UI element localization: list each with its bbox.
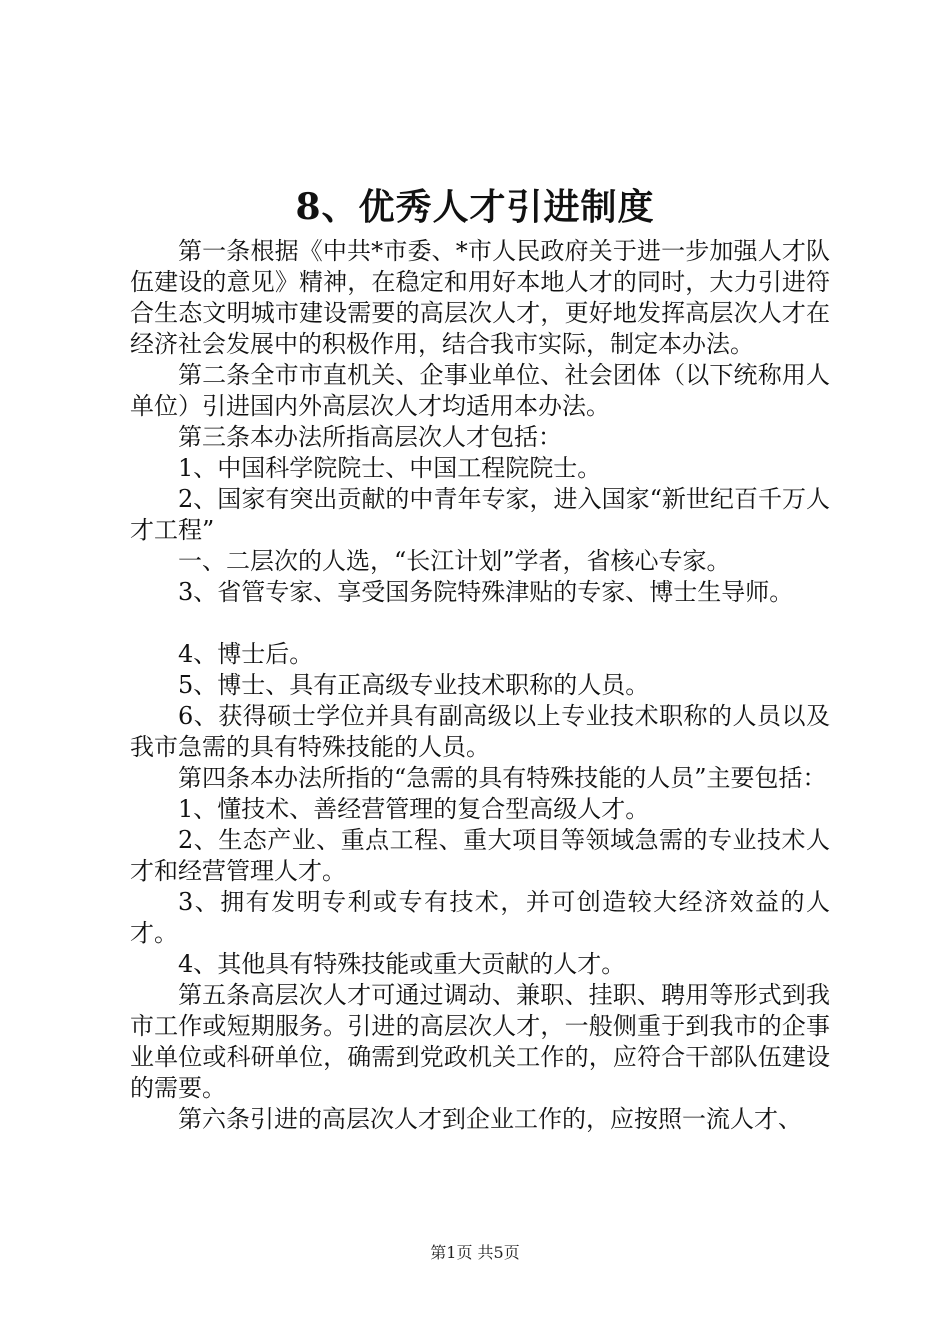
list-item-4-3: 3、拥有发明专利或专有技术，并可创造较大经济效益的人才。 bbox=[130, 888, 830, 947]
paragraph-article-6: 第六条引进的高层次人才到企业工作的，应按照一流人才、 bbox=[178, 1105, 802, 1133]
list-item-4-2: 2、生态产业、重点工程、重大项目等领域急需的专业技术人才和经营管理人才。 bbox=[130, 826, 830, 885]
list-item-3-3: 3、省管专家、享受国务院特殊津贴的专家、博士生导师。 bbox=[178, 578, 794, 606]
list-item-3-2: 2、国家有突出贡献的中青年专家，进入国家“新世纪百千万人才工程” bbox=[130, 485, 830, 544]
blank-line bbox=[130, 608, 830, 639]
page-footer: 第1页 共5页 bbox=[430, 1243, 520, 1262]
list-item-3-1: 1、中国科学院院士、中国工程院院士。 bbox=[178, 454, 602, 482]
list-item-4-1: 1、懂技术、善经营管理的复合型高级人才。 bbox=[178, 795, 650, 823]
paragraph-article-4: 第四条本办法所指的“急需的具有特殊技能的人员”主要包括： bbox=[178, 764, 827, 792]
document-title: 8、优秀人才引进制度 bbox=[295, 186, 655, 228]
paragraph-article-2: 第二条全市市直机关、企事业单位、社会团体（以下统称用人单位）引进国内外高层次人才均适用本办法。 bbox=[130, 361, 830, 420]
paragraph-article-1: 第一条根据《中共*市委、*市人民政府关于进一步加强人才队伍建设的意见》精神，在稳定和用好本地人才的同时，大力引进符合生态文明城市建设需要的高层次人才，更好地发挥高层次人才在经济社会发展中的积极作用，结合我市实际，制定本办法。 bbox=[130, 237, 830, 358]
document-body bbox=[130, 236, 830, 1135]
paragraph-article-5: 第五条高层次人才可通过调动、兼职、挂职、聘用等形式到我市工作或短期服务。引进的高层次人才，一般侧重于到我市的企事业单位或科研单位，确需到党政机关工作的，应符合干部队伍建设的需要。 bbox=[130, 981, 830, 1102]
list-item-3-4: 4、博士后。 bbox=[178, 640, 314, 668]
list-item-4-4: 4、其他具有特殊技能或重大贡献的人才。 bbox=[178, 950, 626, 978]
list-item-3-2-continued: 一、二层次的人选，“长江计划”学者，省核心专家。 bbox=[178, 547, 731, 575]
list-item-3-5: 5、博士、具有正高级专业技术职称的人员。 bbox=[178, 671, 650, 699]
list-item-3-6: 6、获得硕士学位并具有副高级以上专业技术职称的人员以及我市急需的具有特殊技能的人员。 bbox=[130, 702, 830, 761]
paragraph-article-3: 第三条本办法所指高层次人才包括： bbox=[178, 423, 562, 451]
